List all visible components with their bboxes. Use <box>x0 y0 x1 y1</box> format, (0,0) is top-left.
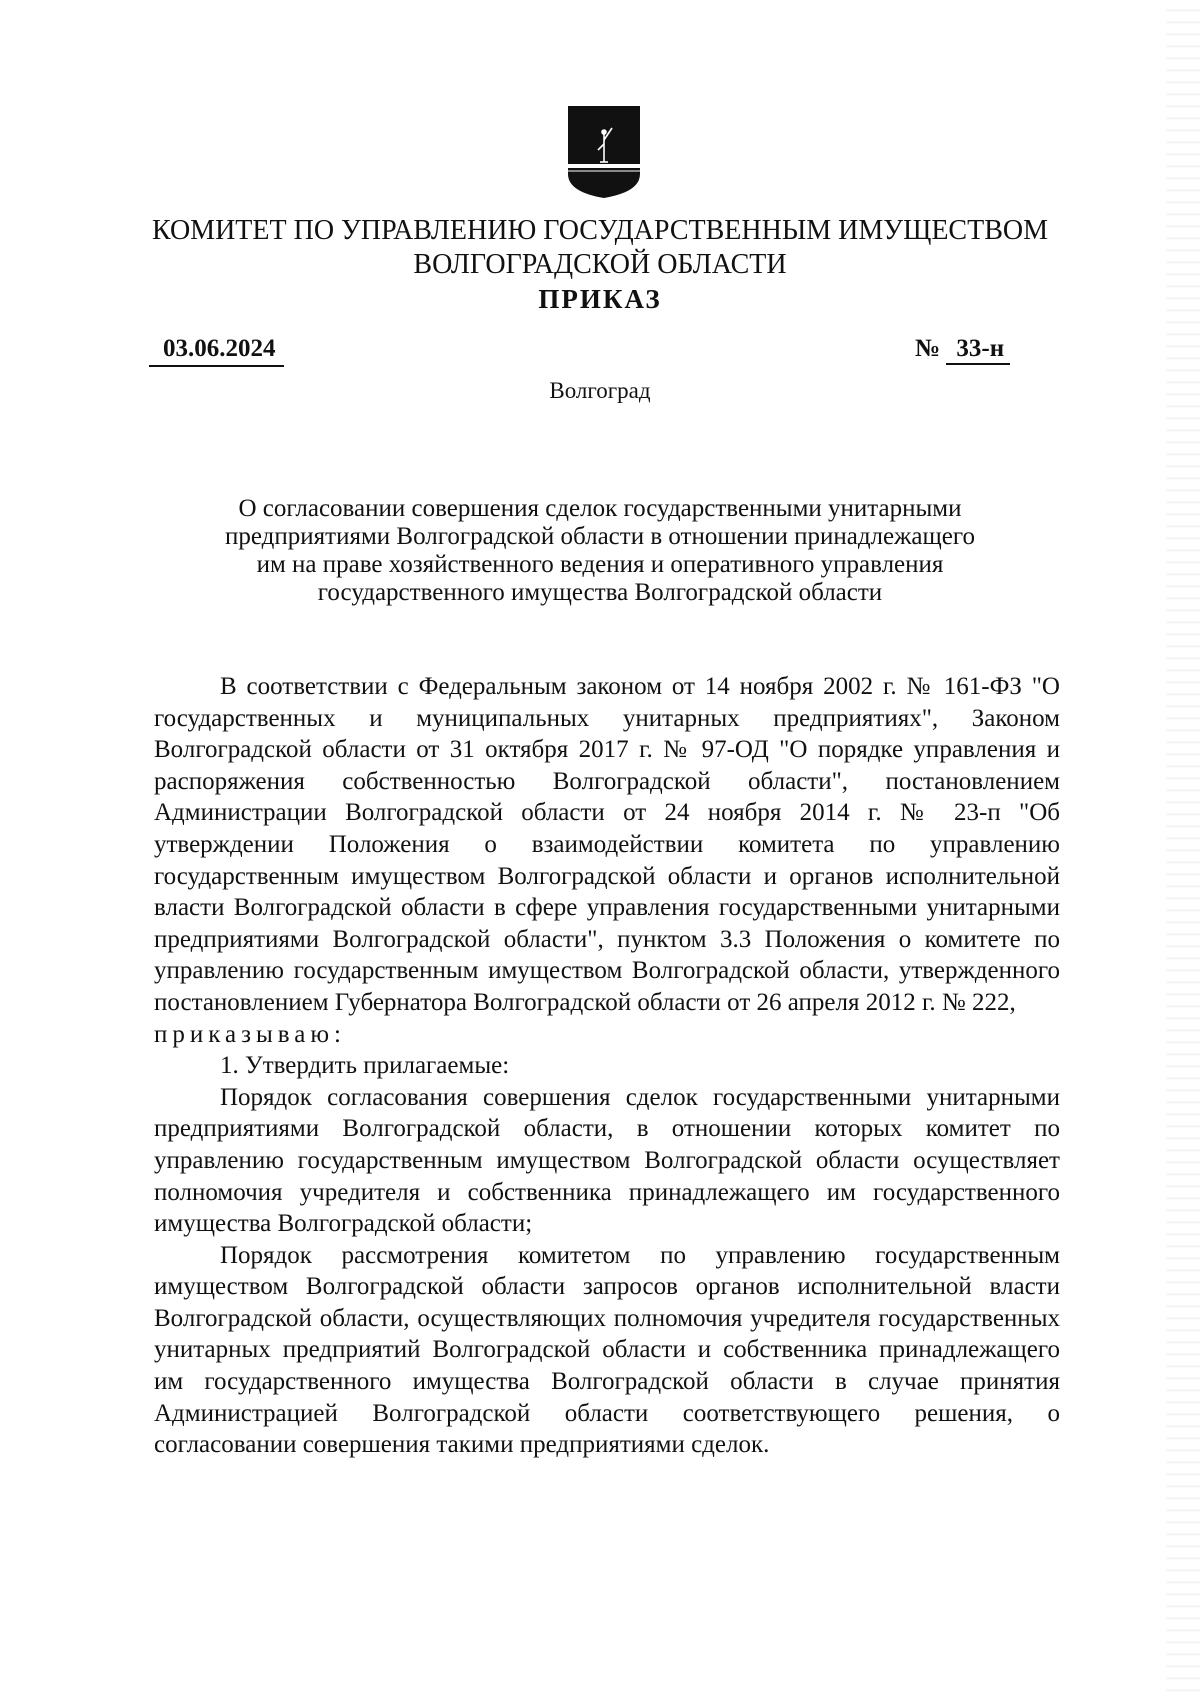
document-type: ПРИКАЗ <box>538 284 662 314</box>
procedure-1-paragraph: Порядок согласования совершения сделок государственными унитарными предприятиями Волгоградской области, в отношении которых комитет по управлению государственным имуществом Волгоградской области осуществляет полномочия учредителя и собственника принадлежащего им государственного имущества Волгоградской области; <box>154 1083 1060 1238</box>
subject-line-1: О согласовании совершения сделок государственными унитарными <box>238 495 962 522</box>
document-subject <box>130 495 1070 607</box>
document-city: Волгоград <box>549 378 651 403</box>
preamble-paragraph: В соответствии с Федеральным законом от 14 ноября 2002 г. № 161-ФЗ "О государственных и муниципальных унитарных предприятиях", Законом Волгоградской области от 31 октября 2017 г. № 97-ОД "О порядке управления и распоряжения собственностью Волгоградской области", постановлением Администрации Волгоградской области от 24 ноября 2014 г. № 23-п "Об утверждении Положения о взаимодействии комитета по управлению государственным имуществом Волгоградской области и органов исполнительной власти Волгоградской области в сфере управления государственными унитарными предприятиями Волгоградской области", пунктом 3.3 Положения о комитете по управлению государственным имуществом Волгоградской области, утвержденного постановлением Губернатора Волгоградской области от 26 апреля 2012 г. № 222, <box>154 673 1060 1016</box>
document-date: 03.06.2024 <box>149 334 284 367</box>
scan-edge-noise <box>1166 0 1200 1697</box>
procedure-2-paragraph: Порядок рассмотрения комитетом по управлению государственным имуществом Волгоградской области запросов органов исполнительной власти Волгоградской области, осуществляющих полномочия учредителя государственных унитарных предприятий Волгоградской области и собственника принадлежащего им государственного имущества Волгоградской области в случае принятия Администрацией Волгоградской области соответствующего решения, о согласовании совершения такими предприятиями сделок. <box>154 1241 1060 1459</box>
subject-line-2: предприятиями Волгоградской области в отношении принадлежащего <box>225 523 975 550</box>
number-value: 33-н <box>946 335 1010 365</box>
organization-name-line-2: ВОЛГОГРАДСКОЙ ОБЛАСТИ <box>413 249 787 280</box>
document-number <box>915 334 1010 364</box>
number-sign: № <box>915 335 941 362</box>
order-word: приказываю: <box>154 1020 346 1048</box>
coat-of-arms-icon <box>566 104 642 200</box>
document-body <box>154 671 1060 1461</box>
organization-name-line-1: КОМИТЕТ ПО УПРАВЛЕНИЮ ГОСУДАРСТВЕННЫМ ИМУЩЕСТВОМ <box>151 215 1048 246</box>
subject-line-3: им на праве хозяйственного ведения и оперативного управления <box>256 551 944 578</box>
item-1-heading: 1. Утвердить прилагаемые: <box>220 1052 510 1080</box>
subject-line-4: государственного имущества Волгоградской области <box>317 579 883 606</box>
